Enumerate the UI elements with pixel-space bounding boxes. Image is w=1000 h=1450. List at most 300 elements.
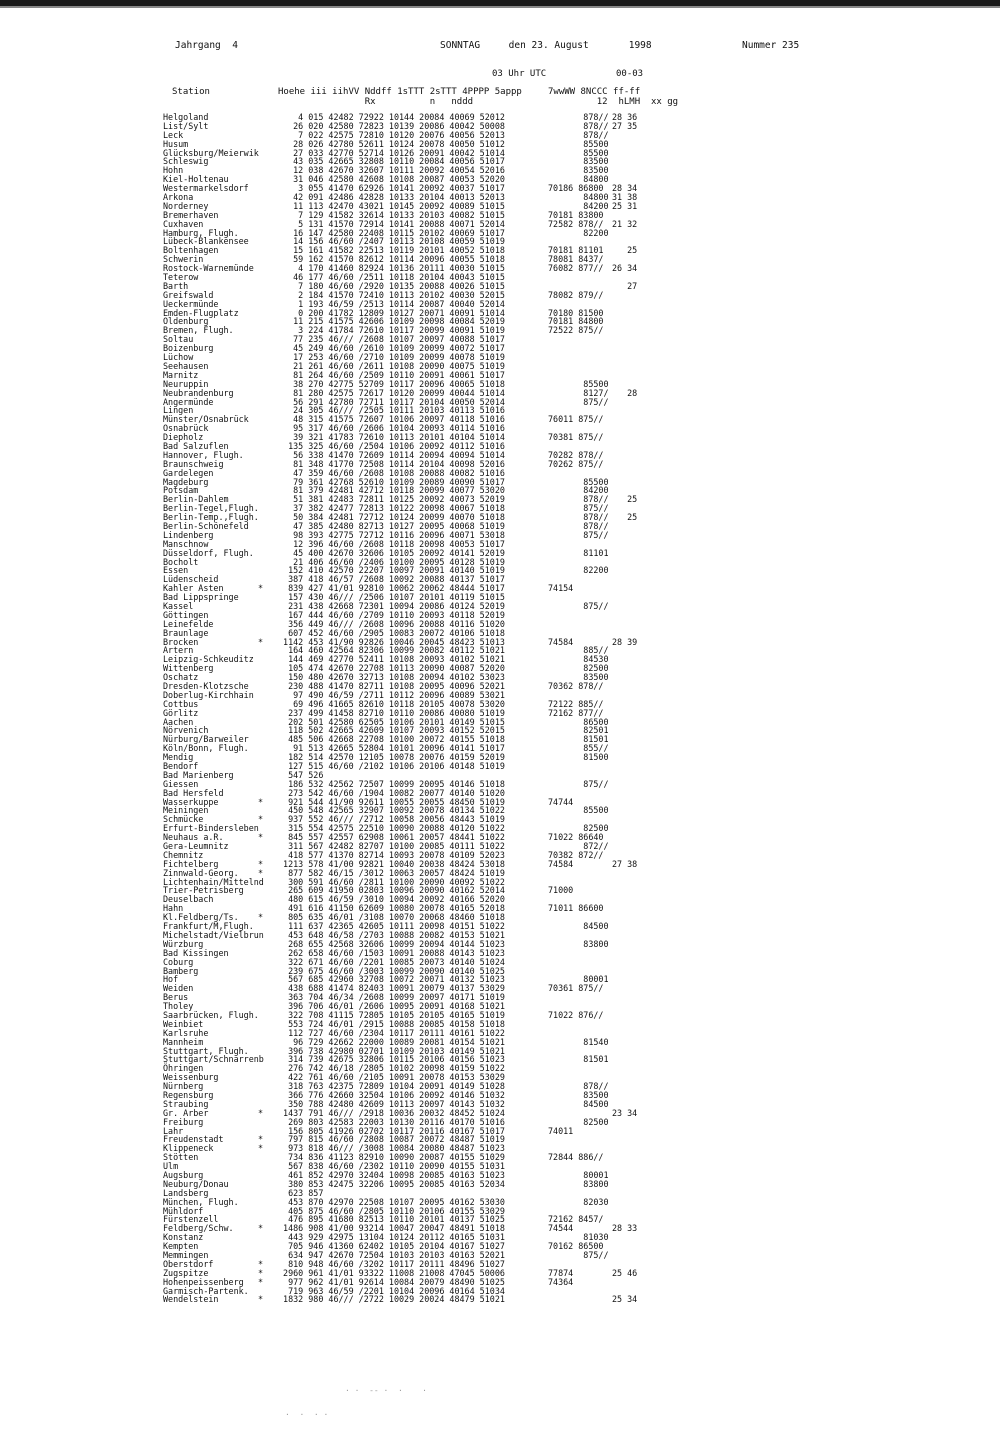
wind-gust-values: 25 — [612, 494, 638, 505]
synop-groups: 878// — [548, 112, 609, 122]
observation-data: 1213 578 41/00 92821 10040 20038 48424 53018 — [278, 858, 505, 869]
synop-groups: 76082 877// — [548, 263, 604, 274]
station-name: Köln/Bonn, Flugh. — [163, 743, 249, 754]
station-name: Greifswald — [163, 289, 214, 300]
observation-data: 81 379 42481 42712 10118 20099 40077 53020 — [278, 485, 505, 496]
station-name: Ueckermünde — [163, 298, 219, 309]
observation-data: 839 427 41/01 92810 10062 20062 48444 51017 — [278, 583, 505, 594]
observation-data: 300 591 46/60 /2811 10100 20090 40092 51022 — [278, 876, 505, 887]
observation-data: 315 554 42575 22510 10090 20088 40120 51022 — [278, 823, 505, 834]
station-name: Stuttgart, Flugh. — [163, 1045, 249, 1056]
synop-groups: 81101 — [548, 547, 609, 558]
synop-groups: 74154 — [548, 583, 574, 594]
observation-data: 77 235 46/// /2608 10107 20097 40088 51017 — [278, 334, 505, 345]
observation-data: 438 688 41474 82403 10091 20079 40137 53029 — [278, 983, 505, 994]
station-name: Weiden — [163, 983, 194, 994]
synop-groups: 8127/ — [548, 387, 609, 398]
station-name: Schwerin — [163, 254, 204, 265]
station-name: Osnabrück — [163, 423, 209, 434]
observation-data: 418 577 41370 82714 10093 20078 40109 52023 — [278, 849, 505, 860]
synop-groups: 83500 — [548, 165, 609, 176]
observation-data: 202 501 42580 62505 10106 20101 40149 51015 — [278, 716, 505, 727]
wind-gust-values: 25 — [612, 245, 638, 256]
observation-data: 380 853 42475 32206 10095 20085 40163 52034 — [278, 1178, 505, 1189]
wind-gust-values: 25 31 — [612, 200, 638, 211]
observation-data: 97 490 46/59 /2711 10112 20096 40089 53021 — [278, 689, 505, 700]
station-name: Giessen — [163, 778, 199, 789]
observation-data: 127 515 46/60 /2102 10106 20106 40148 51019 — [278, 761, 505, 772]
synop-groups: 70181 83800 — [548, 209, 604, 220]
station-name: Stötten — [163, 1152, 199, 1163]
station-name: Nörvenich — [163, 725, 209, 736]
synop-groups: 83800 — [548, 1178, 609, 1189]
observation-data: 45 249 46/60 /2610 10109 20099 40072 51017 — [278, 343, 505, 354]
observation-data: 322 671 46/60 /2201 10085 20073 40140 51024 — [278, 956, 505, 967]
observation-data: 705 946 41360 62402 10105 20104 40167 51027 — [278, 1241, 505, 1252]
observation-data: 450 548 42565 32907 10092 20078 40134 51022 — [278, 805, 505, 816]
synop-groups: 80001 — [548, 974, 609, 985]
mountain-station-marker: * — [258, 867, 264, 878]
wind-gust-values: 31 38 — [612, 192, 638, 203]
observation-data: 453 870 42970 22508 10107 20095 40162 53030 — [278, 1196, 505, 1207]
observation-data: 350 788 42480 42609 10113 20097 40143 51032 — [278, 1098, 505, 1109]
synop-groups: 875// — [548, 503, 609, 514]
station-name: Oschatz — [163, 672, 199, 683]
synop-groups: 83500 — [548, 1089, 609, 1100]
observation-data: 1142 453 41/90 92826 10046 20045 48423 51013 — [278, 636, 505, 647]
station-name: Cuxhaven — [163, 218, 204, 229]
observation-data: 31 046 42580 42608 10108 20087 40053 52020 — [278, 174, 505, 185]
synop-groups: 872// — [548, 841, 609, 852]
station-name: Cottbus — [163, 698, 199, 709]
station-name: Hof — [163, 974, 179, 985]
observation-data: 422 761 46/60 /2105 10091 20078 40153 53029 — [278, 1072, 505, 1083]
mountain-station-marker: * — [258, 1107, 264, 1118]
synop-groups: 875// — [548, 778, 609, 789]
station-name: Ulm — [163, 1161, 179, 1172]
observation-data: 152 410 42570 22207 10097 20091 40140 51019 — [278, 565, 505, 576]
station-name: Arkona — [163, 192, 194, 203]
station-name: Trier-Petrisberg — [163, 885, 244, 896]
synop-groups: 70382 872// — [548, 849, 604, 860]
observation-data: 156 805 41926 02702 10117 20116 40167 51017 — [278, 1125, 505, 1136]
observation-data: 2 184 41570 72410 10113 20102 40030 52015 — [278, 289, 505, 300]
observation-data: 14 156 46/60 /2407 10113 20108 40059 51019 — [278, 236, 505, 247]
issue-number: Nummer 235 — [742, 40, 800, 51]
station-name: Berlin-Schönefeld — [163, 520, 249, 531]
station-name: Emden-Flugplatz — [163, 307, 239, 318]
observation-data: 7 180 46/60 /2920 10135 20088 40026 51015 — [278, 280, 505, 291]
synop-groups: 82500 — [548, 663, 609, 674]
observation-data: 480 615 46/59 /3010 10094 20092 40166 52020 — [278, 894, 505, 905]
mountain-station-marker: * — [258, 1276, 264, 1287]
station-name: Chemnitz — [163, 849, 204, 860]
observation-data: 17 253 46/60 /2710 10109 20099 40078 51019 — [278, 352, 505, 363]
synop-groups: 82501 — [548, 725, 609, 736]
station-name: Bad Lippspringe — [163, 592, 239, 603]
station-name: Freiburg — [163, 1116, 204, 1127]
synop-groups: 84200 — [548, 485, 609, 496]
wind-gust-values: 28 34 — [612, 183, 638, 194]
wind-gust-values: 28 39 — [612, 636, 638, 647]
observation-data: 276 742 46/18 /2805 10102 20098 40159 51022 — [278, 1063, 505, 1074]
synop-groups: 70381 875// — [548, 432, 604, 443]
observation-data: 387 418 46/57 /2608 10092 20088 40137 51017 — [278, 574, 505, 585]
station-name: Regensburg — [163, 1089, 214, 1100]
synop-groups: 70282 878// — [548, 449, 604, 460]
observation-data: 56 291 42780 72711 10117 20104 40050 52014 — [278, 396, 505, 407]
synop-groups: 81500 — [548, 752, 609, 763]
observation-data: 230 488 41470 82711 10108 20095 40096 52021 — [278, 681, 505, 691]
table-row — [0, 1180, 1000, 1189]
station-name: Bocholt — [163, 556, 199, 567]
observation-data: 937 552 46/// /2712 10058 20056 48443 51019 — [278, 814, 505, 825]
observation-data: 27 033 42770 52714 10126 20091 40042 51014 — [278, 147, 505, 158]
station-name: Soltau — [163, 334, 194, 345]
station-name: Kempten — [163, 1241, 199, 1252]
synop-groups: 71000 — [548, 885, 574, 896]
wind-gust-values: 27 — [612, 280, 638, 291]
station-name: Karlsruhe — [163, 1027, 209, 1038]
table-row — [0, 1295, 1000, 1304]
synop-groups: 83500 — [548, 156, 609, 167]
observation-data: 95 317 46/60 /2606 10104 20093 40114 51016 — [278, 423, 505, 434]
observation-data: 39 321 41783 72610 10113 20101 40104 51014 — [278, 432, 505, 443]
synop-groups: 875// — [548, 529, 609, 540]
scan-artifact: · · · · — [285, 1410, 329, 1419]
observation-data: 567 685 42960 32708 10072 20071 40132 51023 — [278, 974, 505, 985]
synop-groups: 74364 — [548, 1276, 574, 1287]
synop-groups: 72122 885// — [548, 698, 604, 709]
synop-groups: 83800 — [548, 938, 609, 949]
synop-groups: 74744 — [548, 796, 574, 807]
wind-gust-values: 23 34 — [612, 1107, 638, 1118]
observation-data: 7 129 41582 32614 10133 20103 40082 51015 — [278, 209, 505, 220]
synop-groups: 71022 876// — [548, 1009, 604, 1020]
observation-data: 921 544 41/90 92611 10055 20055 48450 51019 — [278, 796, 505, 807]
synop-groups: 81540 — [548, 1036, 609, 1047]
observation-data: 45 400 42670 32606 10105 20092 40141 52019 — [278, 547, 505, 558]
station-name: Diepholz — [163, 432, 204, 443]
synop-groups: 70362 878// — [548, 681, 604, 691]
station-name: Manschnow — [163, 538, 209, 549]
station-name: Michelstadt/Vielbrun — [163, 929, 264, 940]
synop-groups: 878// — [548, 129, 609, 140]
synop-groups: 85500 — [548, 805, 609, 816]
station-name: Lüchow — [163, 352, 194, 363]
synop-groups: 85500 — [548, 476, 609, 487]
synop-groups: 81501 — [548, 734, 609, 745]
station-name: Lüdenscheid — [163, 574, 219, 585]
observation-data: 43 035 42665 32808 10110 20084 40056 51017 — [278, 156, 505, 167]
synop-groups: 82030 — [548, 1196, 609, 1207]
observation-data: 845 557 42557 62908 10061 20057 48441 51022 — [278, 832, 505, 843]
observation-data: 21 261 46/60 /2611 10108 20090 40075 51019 — [278, 360, 505, 371]
observation-data: 150 480 42670 32713 10108 20094 40102 53023 — [278, 672, 505, 683]
synop-groups: 81030 — [548, 1232, 609, 1243]
observation-data: 396 738 42980 02701 10109 20103 40149 51021 — [278, 1045, 505, 1056]
synop-groups: 72844 886// — [548, 1152, 604, 1163]
station-name: Norderney — [163, 200, 209, 211]
observation-data: 182 514 42570 12105 10078 20076 40159 52019 — [278, 752, 505, 763]
observation-data: 81 264 46/60 /2509 10110 20091 40061 51017 — [278, 369, 505, 380]
station-name: Hohn — [163, 165, 184, 176]
station-name: Lindenberg — [163, 529, 214, 540]
observation-data: 91 513 42665 52804 10101 20096 40141 51017 — [278, 743, 505, 754]
station-name: Braunlage — [163, 627, 209, 638]
station-name: Bremen, Flugh. — [163, 325, 234, 336]
station-name: Leck — [163, 129, 184, 140]
synop-groups: 878// — [548, 520, 609, 531]
station-name: Münster/Osnabrück — [163, 414, 249, 425]
synop-groups: 77874 — [548, 1267, 574, 1278]
data-columns-header-line1: Hoehe iii iihVV Nddff 1sTTT 2sTTT 4PPPP 5appp — [278, 87, 522, 97]
utc-time: 03 Uhr UTC — [492, 69, 547, 79]
observation-data: 69 496 41665 82610 10118 20105 40078 53020 — [278, 698, 505, 709]
station-name: Konstanz — [163, 1232, 204, 1243]
synop-groups: 84800 — [548, 174, 609, 185]
synop-groups: 72162 8457/ — [548, 1214, 604, 1225]
observation-data: 553 724 46/01 /2915 10088 20085 40158 51018 — [278, 1018, 505, 1029]
station-name: Wittenberg — [163, 663, 214, 674]
observation-data: 50 384 42481 72712 10124 20099 40070 51018 — [278, 512, 505, 523]
synop-groups: 85500 — [548, 138, 609, 149]
wind-gust-values: 25 34 — [612, 1294, 638, 1305]
observation-data: 443 929 42975 13104 10124 20112 40165 51031 — [278, 1232, 505, 1243]
mountain-station-marker: * — [258, 583, 264, 594]
station-name: Weissenburg — [163, 1072, 219, 1083]
observation-data: 12 038 42670 32607 10111 20092 40054 52016 — [278, 165, 505, 176]
observation-data: 977 962 41/01 92614 10084 20079 48490 51025 — [278, 1276, 505, 1287]
observation-data: 4 170 41460 82924 10136 20111 40030 51015 — [278, 263, 505, 274]
station-name: Wendelstein — [163, 1294, 219, 1305]
station-name: Teterow — [163, 272, 199, 283]
synop-groups: 878// — [548, 512, 609, 523]
synop-groups: 70181 84800 — [548, 316, 604, 327]
station-name: München, Flugh. — [163, 1196, 239, 1207]
mountain-station-marker: * — [258, 636, 264, 647]
observation-data: 405 875 46/60 /2805 10110 20106 40155 53029 — [278, 1205, 505, 1216]
station-name: Barth — [163, 280, 189, 291]
synop-groups: 878// — [548, 494, 609, 505]
observation-data: 396 706 46/01 /2606 10095 20091 40168 51021 — [278, 1001, 505, 1012]
wind-gust-values: 25 46 — [612, 1267, 638, 1278]
observation-data: 48 315 41575 72607 10106 20097 40118 51016 — [278, 414, 505, 425]
observation-data: 5 131 41570 72914 10141 20088 40071 52014 — [278, 218, 505, 229]
observation-data: 24 305 46/// /2505 10111 20103 40113 51016 — [278, 405, 505, 416]
observation-data: 719 963 46/59 /2201 10104 20096 40164 51034 — [278, 1285, 505, 1296]
observation-data: 59 162 41570 82612 10114 20096 40055 51018 — [278, 254, 505, 265]
observation-data: 567 838 46/60 /2302 10110 20090 40155 51031 — [278, 1161, 505, 1172]
synop-groups: 70162 86500 — [548, 1241, 604, 1252]
observation-data: 47 359 46/60 /2608 10108 20088 40082 51016 — [278, 467, 505, 478]
observation-data: 231 438 42668 72301 10094 20086 40124 52019 — [278, 600, 505, 611]
observation-data: 51 381 42483 72811 10125 20092 40073 52019 — [278, 494, 505, 505]
station-name: Lübeck-Blankensee — [163, 236, 249, 247]
synop-groups: 84500 — [548, 1098, 609, 1109]
station-name: Landsberg — [163, 1187, 209, 1198]
observation-data: 491 616 41150 62609 10080 20078 40165 52018 — [278, 903, 505, 914]
synop-groups: 85500 — [548, 378, 609, 389]
station-name: Kahler Asten — [163, 583, 224, 594]
observation-data: 164 460 42564 82306 10099 20082 40112 51021 — [278, 645, 505, 656]
station-name: Bad Marienberg — [163, 769, 234, 780]
station-name: Mannheim — [163, 1036, 204, 1047]
observation-data: 485 506 42668 22708 10100 20072 40155 51018 — [278, 734, 505, 745]
jahrgang-label: Jahrgang 4 — [175, 40, 238, 51]
wind-gust-values: 27 38 — [612, 858, 638, 869]
observation-data: 157 430 46/// /2506 10107 20101 40119 51015 — [278, 592, 505, 603]
synop-groups: 70262 875// — [548, 458, 604, 469]
observation-data: 42 091 42486 42828 10133 20104 40013 52013 — [278, 192, 505, 203]
synop-groups: 85500 — [548, 147, 609, 158]
observation-data: 1832 980 46/// /2722 10029 20024 48479 51021 — [278, 1294, 505, 1305]
observation-data: 973 818 46/// /3008 10084 20080 48487 51023 — [278, 1143, 505, 1154]
observation-data: 47 385 42480 82713 10127 20095 40068 51019 — [278, 520, 505, 531]
synop-groups: 78081 8437/ — [548, 254, 604, 265]
table-row — [0, 762, 1000, 771]
mountain-station-marker: * — [258, 1223, 264, 1234]
synop-groups: 878// — [548, 120, 609, 131]
station-name: Neuburg/Donau — [163, 1178, 229, 1189]
observation-data: 2960 961 41/01 93322 11008 21008 47045 50006 — [278, 1267, 505, 1278]
observation-data: 623 857 — [278, 1187, 324, 1198]
observation-data: 810 948 46/60 /3202 10117 20111 48496 51027 — [278, 1258, 505, 1269]
observation-data: 81 280 42575 72617 10120 20099 40044 51014 — [278, 387, 505, 398]
observation-data: 239 675 46/60 /3003 10099 20090 40140 51025 — [278, 965, 505, 976]
station-name: Oberstdorf — [163, 1258, 214, 1269]
synop-groups: 72582 878// — [548, 218, 604, 229]
observation-data: 26 020 42580 72823 10139 20086 40042 50008 — [278, 120, 505, 131]
observation-data: 273 542 46/60 /1904 10082 20077 40140 51020 — [278, 787, 505, 798]
station-name: Meiningen — [163, 805, 209, 816]
observation-data: 7 022 42575 72810 10120 20076 40056 52013 — [278, 129, 505, 140]
mountain-station-marker: * — [258, 796, 264, 807]
synop-groups: 74544 — [548, 1223, 574, 1234]
observation-data: 46 177 46/60 /2511 10118 20104 40043 51015 — [278, 272, 505, 283]
station-name: Bad Kissingen — [163, 947, 229, 958]
observation-data: 607 452 46/60 /2905 10083 20072 40106 51018 — [278, 627, 505, 638]
station-name: Zinnwald-Georg. — [163, 867, 239, 878]
station-name: Aachen — [163, 716, 194, 727]
station-name: Hahn — [163, 903, 184, 914]
synop-groups: 74584 — [548, 858, 574, 869]
synop-groups: 76011 875// — [548, 414, 604, 425]
mountain-station-marker: * — [258, 1258, 264, 1269]
station-name: Memmingen — [163, 1250, 209, 1260]
station-name: Boltenhagen — [163, 245, 219, 256]
mountain-station-marker: * — [258, 814, 264, 825]
observation-data: 15 161 41582 22513 10119 20101 40052 51018 — [278, 245, 505, 256]
station-name: Berlin-Dahlem — [163, 494, 229, 505]
station-name: Neuhaus a.R. — [163, 832, 224, 843]
station-name: Westermarkelsdorf — [163, 183, 249, 194]
station-name: Hohenpeissenberg — [163, 1276, 244, 1287]
observation-data: 363 704 46/34 /2608 10099 20097 40171 51019 — [278, 992, 505, 1003]
station-name: Freudenstadt — [163, 1134, 224, 1145]
observation-data: 318 763 42375 72809 10104 20091 40149 51028 — [278, 1081, 505, 1092]
observation-data: 186 532 42562 72507 10099 20095 40146 51018 — [278, 778, 505, 789]
station-name: Würzburg — [163, 938, 204, 949]
station-name: Doberlug-Kirchhain — [163, 689, 254, 700]
mountain-station-marker: * — [258, 1143, 264, 1154]
station-name: Leipzig-Schkeuditz — [163, 654, 254, 665]
observation-data: 3 055 41470 62926 10141 20092 40037 51017 — [278, 183, 505, 194]
synop-groups: 78082 879// — [548, 289, 604, 300]
scan-artifact: · · -- · · · — [345, 1386, 427, 1395]
station-name: Schleswig — [163, 156, 209, 167]
station-name: Essen — [163, 565, 189, 576]
observation-data: 105 474 42670 22708 10113 20090 40087 52020 — [278, 663, 505, 674]
observation-data: 144 469 42770 52411 10108 20093 40102 51021 — [278, 654, 505, 665]
station-name: Klippeneck — [163, 1143, 214, 1154]
observation-data: 79 361 42768 52610 10109 20089 40090 51017 — [278, 476, 505, 487]
observation-data: 268 655 42568 32606 10099 20094 40144 51023 — [278, 938, 505, 949]
observation-data: 1486 908 41/00 93214 10047 20047 48491 51018 — [278, 1223, 505, 1234]
station-name: Angermünde — [163, 396, 214, 407]
synop-groups: 878// — [548, 1081, 609, 1092]
data-columns-header-line2: Rx n nddd — [278, 97, 474, 107]
station-name: Seehausen — [163, 360, 209, 371]
synop-groups: 70186 86800 — [548, 183, 604, 194]
synop-groups: 885// — [548, 645, 609, 656]
observation-data: 96 729 42662 22000 10089 20081 40154 51021 — [278, 1036, 505, 1047]
time-range: 00-03 — [616, 69, 644, 79]
synop-groups: 84800 — [548, 192, 609, 203]
station-name: Bad Salzuflen — [163, 440, 229, 451]
observation-data: 262 658 46/60 /1503 10091 20088 40143 51023 — [278, 947, 505, 958]
mountain-station-marker: * — [258, 912, 264, 923]
observation-data: 797 815 46/60 /2808 10087 20072 48487 51019 — [278, 1134, 505, 1145]
mountain-station-marker: * — [258, 1294, 264, 1305]
station-name: Öhringen — [163, 1063, 204, 1074]
synop-groups: 875// — [548, 600, 609, 611]
observation-data: 21 406 46/60 /2406 10100 20095 40128 51019 — [278, 556, 505, 567]
station-name: Hannover, Flugh. — [163, 449, 244, 460]
station-name: Nürnberg — [163, 1081, 204, 1092]
station-name: Stuttgart/Schnarrenb — [163, 1054, 264, 1065]
station-name: Frankfurt/M,Flugh. — [163, 921, 254, 932]
station-name: Bamberg — [163, 965, 199, 976]
synop-groups: 72522 875// — [548, 325, 604, 336]
observation-data: 453 648 46/58 /2703 10088 20082 40153 51021 — [278, 929, 505, 940]
station-name: Zugspitze — [163, 1267, 209, 1278]
synop-groups: 74584 — [548, 636, 574, 647]
observation-data: 12 396 46/60 /2608 10118 20098 40053 51017 — [278, 538, 505, 549]
station-name: Saarbrücken, Flugh. — [163, 1009, 259, 1020]
synop-groups: 84500 — [548, 921, 609, 932]
station-name: Lingen — [163, 405, 194, 416]
mountain-station-marker: * — [258, 1134, 264, 1145]
observation-data: 135 325 46/60 /2504 10106 20092 40112 51016 — [278, 440, 505, 451]
wind-gust-values: 26 34 — [612, 263, 638, 274]
station-name: Mendig — [163, 752, 194, 763]
station-name: Helgoland — [163, 112, 209, 122]
observation-data: 322 708 41115 72805 10105 20105 40165 51019 — [278, 1009, 505, 1020]
observation-data: 634 947 42670 72504 10103 20103 40163 52021 — [278, 1250, 505, 1260]
synop-groups: 875// — [548, 396, 609, 407]
station-name: Boizenburg — [163, 343, 214, 354]
synop-groups: 84200 — [548, 200, 609, 211]
station-name: Fürstenzell — [163, 1214, 219, 1225]
date-line: SONNTAG den 23. August 1998 — [440, 40, 652, 51]
synop-groups: 70180 81500 — [548, 307, 604, 318]
observation-data: 98 393 42775 72712 10116 20096 40071 53018 — [278, 529, 505, 540]
station-name: Berus — [163, 992, 189, 1003]
station-table — [0, 113, 1000, 1304]
synop-groups: 70181 81101 — [548, 245, 604, 256]
wind-gust-values: 25 — [612, 512, 638, 523]
